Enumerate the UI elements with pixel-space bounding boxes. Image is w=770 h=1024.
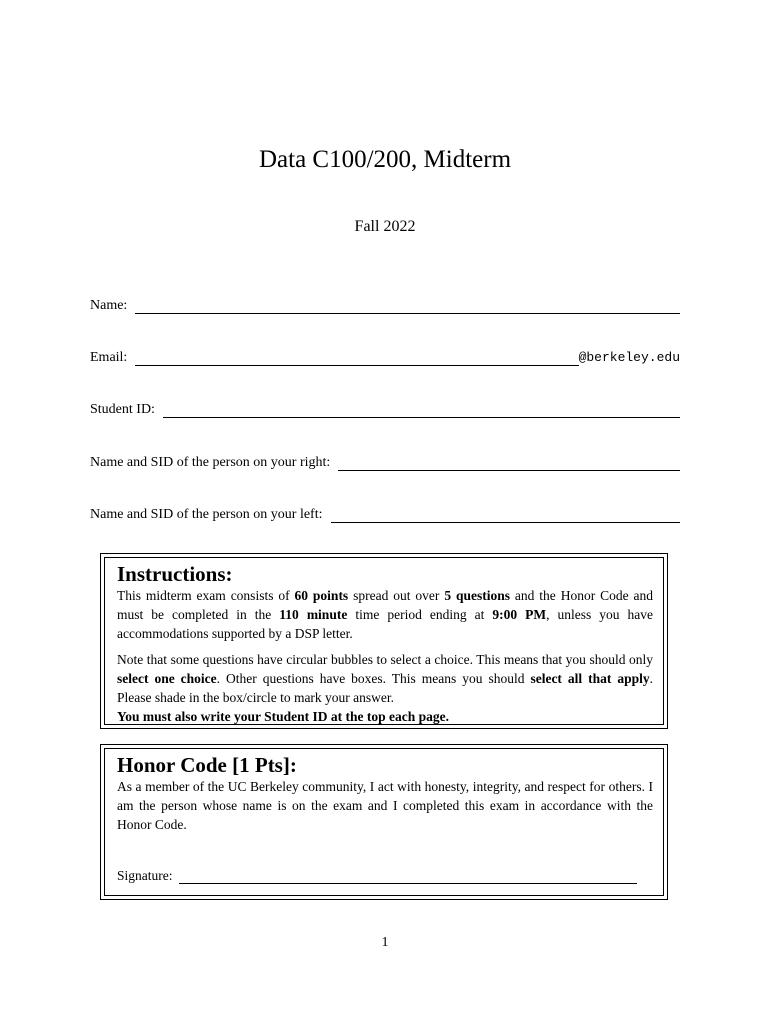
instructions-box <box>100 553 668 729</box>
exam-term: Fall 2022 <box>354 218 416 235</box>
instructions-text: Note that some questions have circular bubbles to select a choice. This means that you should only <box>117 652 653 667</box>
student-id-field-row <box>90 396 680 418</box>
question-count: 5 questions <box>444 588 510 603</box>
honor-code-text: As a member of the UC Berkeley community, I act with honesty, integrity, and respect for others. I am the person whose name is on the exam and I completed this exam in accordance with the Honor Code. <box>117 779 653 832</box>
name-input-line[interactable] <box>135 299 680 314</box>
select-one-emphasis: select one choice <box>117 671 217 686</box>
end-time: 9:00 PM <box>492 607 547 622</box>
signature-row <box>117 868 637 884</box>
signature-label: Signature: <box>117 868 173 883</box>
instructions-heading: Instructions: <box>117 562 233 586</box>
email-label: Email: <box>90 350 128 365</box>
instructions-text: spread out over <box>348 588 445 603</box>
instructions-text: This midterm exam consists of <box>117 588 295 603</box>
instructions-text: time period ending at <box>347 607 493 622</box>
left-person-input-line[interactable] <box>331 508 681 523</box>
name-field-row <box>90 292 680 314</box>
instructions-text: , unless you have accommodations supported by a DSP letter. <box>117 607 654 641</box>
points-count: 60 points <box>294 588 349 603</box>
page-number: 1 <box>381 935 389 950</box>
honor-code-box-inner <box>104 748 664 896</box>
student-id-input-line[interactable] <box>163 403 680 418</box>
time-limit: 110 minute <box>279 607 348 622</box>
signature-input-line[interactable] <box>179 870 638 884</box>
exam-title: Data C100/200, Midterm <box>258 146 512 173</box>
name-label: Name: <box>90 298 128 313</box>
instructions-paragraph-2 <box>117 650 653 726</box>
email-domain-suffix: @berkeley.edu <box>578 350 680 365</box>
student-id-label: Student ID: <box>90 402 155 417</box>
instructions-text: . Other questions have boxes. This means you should <box>216 671 531 686</box>
instructions-text: and the Honor Code and must be completed in the <box>117 588 653 622</box>
student-id-reminder: You must also write your Student ID at the top each page. <box>117 709 450 724</box>
email-input-line[interactable] <box>135 351 578 366</box>
select-all-emphasis: select all that apply <box>530 671 650 686</box>
instructions-box-inner <box>104 557 664 725</box>
left-person-label: Name and SID of the person on your left: <box>90 507 323 522</box>
instructions-text: . Please shade in the box/circle to mark your answer. <box>117 671 654 705</box>
honor-code-heading: Honor Code [1 Pts]: <box>117 753 297 777</box>
right-person-input-line[interactable] <box>338 456 680 471</box>
honor-code-box <box>100 744 668 900</box>
instructions-paragraph-1 <box>117 586 653 643</box>
right-person-field-row <box>90 449 680 471</box>
left-person-field-row <box>90 501 680 523</box>
email-field-row <box>90 344 680 366</box>
right-person-label: Name and SID of the person on your right: <box>90 455 331 470</box>
